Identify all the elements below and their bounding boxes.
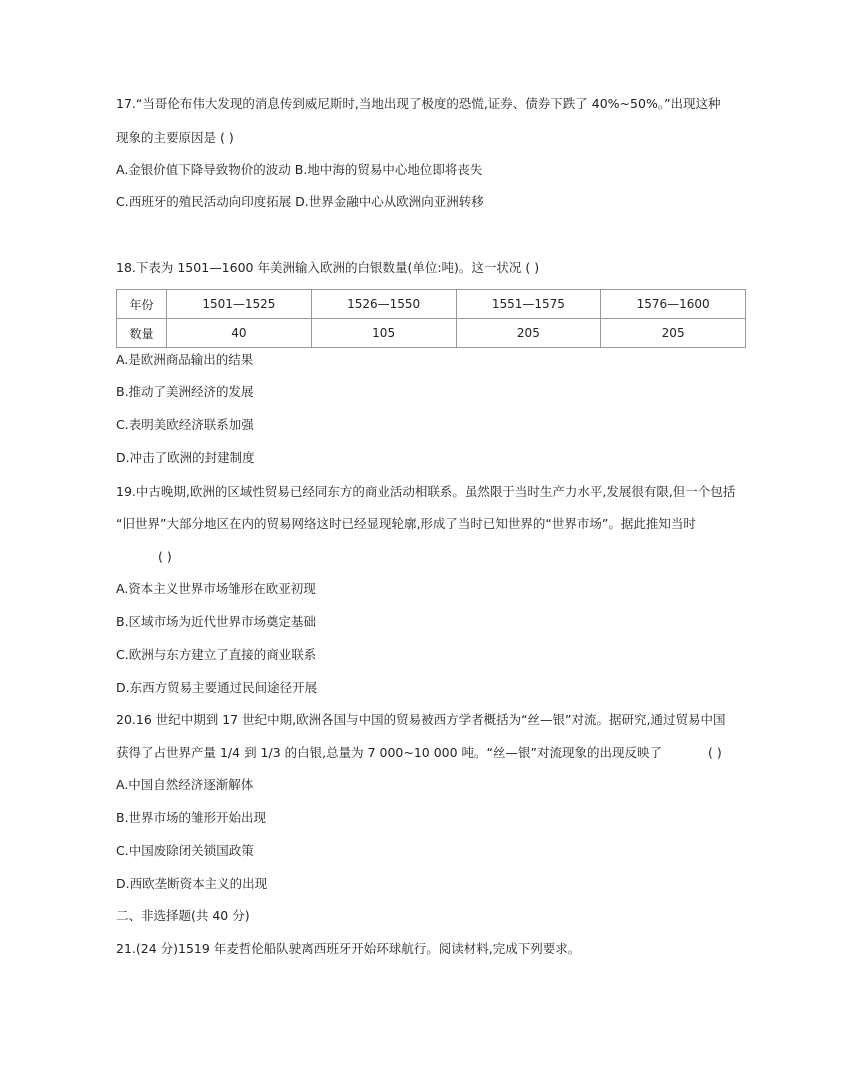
q20-stem-line1: 20.16 世纪中期到 17 世纪中期,欧洲各国与中国的贸易被西方学者概括为“丝—银”对流。据研究,通过贸易中国 — [116, 712, 726, 727]
table-cell: 1551—1575 — [456, 290, 601, 319]
q18-option-a: A.是欧洲商品输出的结果 — [116, 352, 254, 367]
table-cell: 1501—1525 — [167, 290, 312, 319]
section-heading: 二、非选择题(共 40 分) — [116, 908, 250, 923]
table-cell: 1576—1600 — [601, 290, 746, 319]
q17-option-cd: C.西班牙的殖民活动向印度拓展 D.世界金融中心从欧洲向亚洲转移 — [116, 194, 484, 209]
table-cell: 数量 — [117, 319, 167, 348]
q19-stem-line3: ( ) — [158, 549, 172, 564]
q19-option-a: A.资本主义世界市场雏形在欧亚初现 — [116, 581, 316, 596]
table-row — [117, 319, 746, 348]
q17-option-ab: A.金银价值下降导致物价的波动 B.地中海的贸易中心地位即将丧失 — [116, 162, 483, 177]
q19-option-b: B.区域市场为近代世界市场奠定基础 — [116, 614, 317, 629]
silver-import-table — [116, 289, 746, 348]
table-cell: 年份 — [117, 290, 167, 319]
table-cell: 205 — [456, 319, 601, 348]
table-cell: 40 — [167, 319, 312, 348]
table-cell: 105 — [311, 319, 456, 348]
q18-option-d: D.冲击了欧洲的封建制度 — [116, 450, 255, 465]
q21-stem: 21.(24 分)1519 年麦哲伦船队驶离西班牙开始环球航行。阅读材料,完成下列要求。 — [116, 941, 581, 956]
q20-answer-bracket: ( ) — [708, 745, 722, 760]
q19-option-c: C.欧洲与东方建立了直接的商业联系 — [116, 647, 317, 662]
q19-stem-line2: “旧世界”大部分地区在内的贸易网络这时已经显现轮廓,形成了当时已知世界的“世界市场”。据此推知当时 — [116, 516, 696, 531]
table-header-row — [117, 290, 746, 319]
q20-option-c: C.中国废除闭关锁国政策 — [116, 843, 254, 858]
q18-option-c: C.表明美欧经济联系加强 — [116, 417, 254, 432]
q19-option-d: D.东西方贸易主要通过民间途径开展 — [116, 680, 318, 695]
q19-stem-line1: 19.中古晚期,欧洲的区域性贸易已经同东方的商业活动相联系。虽然限于当时生产力水平,发展很有限,但一个包括 — [116, 484, 736, 499]
q17-stem-line2: 现象的主要原因是 ( ) — [116, 130, 234, 145]
table-cell: 1526—1550 — [311, 290, 456, 319]
q20-stem-line2: 获得了占世界产量 1/4 到 1/3 的白银,总量为 7 000~10 000 吨。“丝—银”对流现象的出现反映了 — [116, 745, 662, 760]
q20-option-b: B.世界市场的雏形开始出现 — [116, 810, 267, 825]
q20-option-a: A.中国自然经济逐渐解体 — [116, 777, 254, 792]
q18-stem: 18.下表为 1501—1600 年美洲输入欧洲的白银数量(单位:吨)。这一状况 ( ) — [116, 260, 540, 275]
q18-option-b: B.推动了美洲经济的发展 — [116, 384, 254, 399]
q20-option-d: D.西欧垄断资本主义的出现 — [116, 876, 268, 891]
table-cell: 205 — [601, 319, 746, 348]
q17-stem-line1: 17.“当哥伦布伟大发现的消息传到威尼斯时,当地出现了极度的恐慌,证券、债券下跌了 40%~50%。”出现这种 — [116, 96, 721, 111]
